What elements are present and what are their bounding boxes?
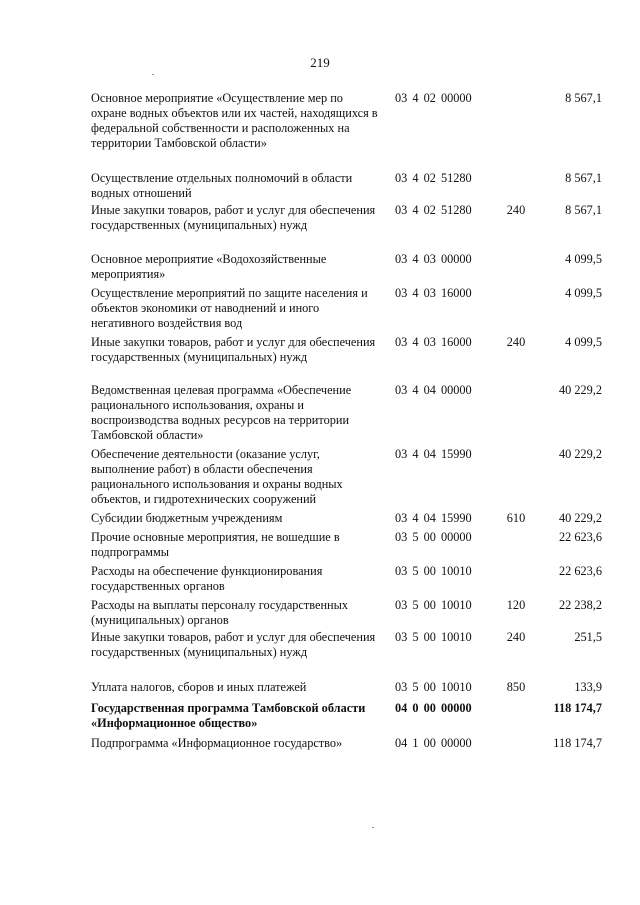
row-code: 03 5 00 10010 — [395, 680, 472, 694]
row-code: 03 5 00 10010 — [395, 598, 472, 612]
row-amount: 22 623,6 — [558, 564, 602, 578]
row-name: Субсидии бюджетным учреждениям — [91, 511, 283, 525]
row-code: 03 5 00 00000 — [395, 530, 472, 544]
row-name: Осуществление отдельных полномочий в области водных отношений — [91, 171, 353, 200]
row-amount: 4 099,5 — [565, 286, 602, 300]
row-amount: 8 567,1 — [565, 171, 602, 185]
row-vr: 120 — [506, 598, 526, 612]
row-code: 03 4 04 00000 — [395, 383, 472, 397]
row-amount: 8 567,1 — [565, 203, 602, 217]
scan-speck — [152, 74, 154, 75]
row-code: 03 4 04 15990 — [395, 447, 472, 461]
row-vr: 850 — [506, 680, 526, 694]
row-name: Государственная программа Тамбовской области «Информационное общество» — [91, 701, 366, 730]
row-name: Уплата налогов, сборов и иных платежей — [91, 680, 307, 694]
row-amount: 40 229,2 — [558, 383, 602, 397]
row-amount: 40 229,2 — [558, 511, 602, 525]
page-number: 219 — [310, 55, 330, 70]
row-code: 04 0 00 00000 — [395, 701, 472, 715]
row-vr: 240 — [506, 630, 526, 644]
row-name: Подпрограмма «Информационное государство» — [91, 736, 343, 750]
row-name: Основное мероприятие «Водохозяйственные мероприятия» — [91, 252, 327, 281]
row-code: 03 4 04 15990 — [395, 511, 472, 525]
row-code: 03 4 02 51280 — [395, 171, 472, 185]
row-amount: 133,9 — [574, 680, 602, 694]
row-amount: 22 238,2 — [558, 598, 602, 612]
row-code: 03 4 03 16000 — [395, 335, 472, 349]
row-name: Осуществление мероприятий по защите населения и объектов экономики от наводнений и иного негативного воздействия вод — [91, 286, 368, 330]
row-code: 03 4 03 00000 — [395, 252, 472, 266]
row-code: 03 4 02 00000 — [395, 91, 472, 105]
row-name: Основное мероприятие «Осуществление мер по охране водных объектов или их частей, находящихся в федеральной собственности и расположенных на территории Тамбовской области» — [91, 91, 378, 150]
row-code: 03 5 00 10010 — [395, 630, 472, 644]
row-amount: 118 174,7 — [553, 701, 602, 715]
row-amount: 251,5 — [574, 630, 602, 644]
row-name: Расходы на обеспечение функционирования государственных органов — [91, 564, 323, 593]
row-amount: 40 229,2 — [558, 447, 602, 461]
row-amount: 4 099,5 — [565, 335, 602, 349]
row-name: Прочие основные мероприятия, не вошедшие в подпрограммы — [91, 530, 340, 559]
row-name: Обеспечение деятельности (оказание услуг, выполнение работ) в области обеспечения рационального использования и охраны водных объектов, и гидротехнических сооружений — [91, 447, 343, 506]
row-vr: 240 — [506, 203, 526, 217]
row-amount: 118 174,7 — [553, 736, 602, 750]
row-amount: 22 623,6 — [558, 530, 602, 544]
row-name: Ведомственная целевая программа «Обеспечение рационального использования, охраны и воспроизводства водных ресурсов на территории Тамбовской области» — [91, 383, 352, 442]
row-vr: 240 — [506, 335, 526, 349]
row-name: Иные закупки товаров, работ и услуг для обеспечения государственных (муниципальных) нужд — [91, 203, 376, 232]
row-name: Иные закупки товаров, работ и услуг для обеспечения государственных (муниципальных) нужд — [91, 630, 376, 659]
row-name: Иные закупки товаров, работ и услуг для обеспечения государственных (муниципальных) нужд — [91, 335, 376, 364]
row-amount: 4 099,5 — [565, 252, 602, 266]
row-amount: 8 567,1 — [565, 91, 602, 105]
row-code: 03 4 02 51280 — [395, 203, 472, 217]
row-code: 04 1 00 00000 — [395, 736, 472, 750]
row-name: Расходы на выплаты персоналу государственных (муниципальных) органов — [91, 598, 349, 627]
scan-speck — [372, 827, 374, 828]
row-code: 03 5 00 10010 — [395, 564, 472, 578]
row-vr: 610 — [506, 511, 526, 525]
row-code: 03 4 03 16000 — [395, 286, 472, 300]
